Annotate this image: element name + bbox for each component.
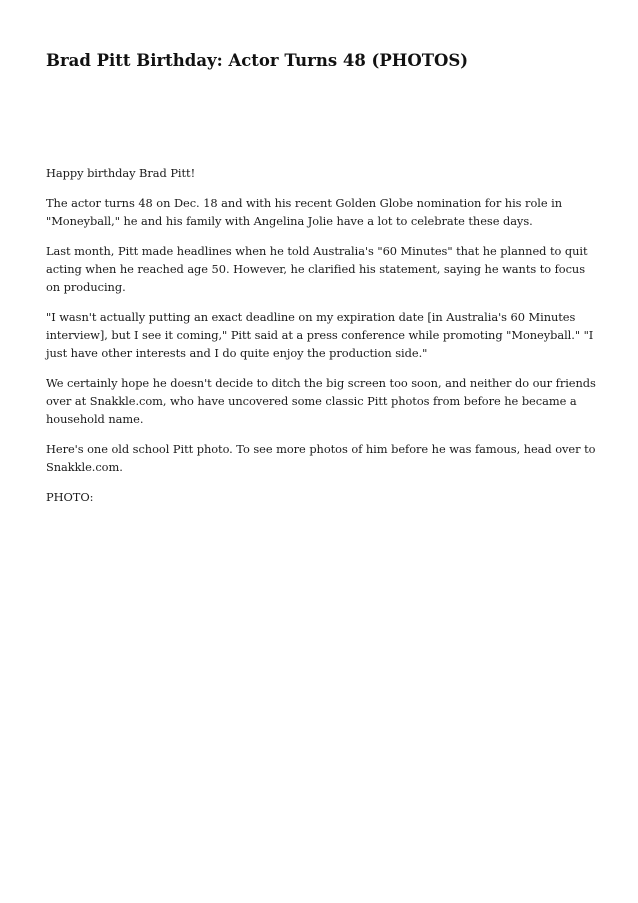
paragraph-quote: "I wasn't actually putting an exact deadline on my expiration date [in Australia's 60 Minutes interview], but I see it coming," Pitt said at a press conference while promoting "Moneyball." "I just have other interests and I do quite enjoy the production side." bbox=[46, 310, 594, 360]
paragraph-60-minutes: Last month, Pitt made headlines when he told Australia's "60 Minutes" that he planned to quit acting when he reached age 50. However, he clarified his statement, saying he wants to focus on producing. bbox=[46, 244, 588, 294]
paragraph-old-school-photo: Here's one old school Pitt photo. To see more photos of him before he was famous, head over to Snakkle.com. bbox=[46, 442, 596, 474]
paragraph-photo-label: PHOTO: bbox=[46, 490, 94, 504]
paragraph-snakkle: We certainly hope he doesn't decide to ditch the big screen too soon, and neither do our friends over at Snakkle.com, who have uncovered some classic Pitt photos from before he became a household name. bbox=[46, 376, 596, 426]
paragraph-greeting: Happy birthday Brad Pitt! bbox=[46, 166, 196, 180]
article-body bbox=[46, 164, 602, 518]
paragraph-golden-globe: The actor turns 48 on Dec. 18 and with his recent Golden Globe nomination for his role in "Moneyball," he and his family with Angelina Jolie have a lot to celebrate these days. bbox=[46, 196, 562, 228]
article-title: Brad Pitt Birthday: Actor Turns 48 (PHOTOS) bbox=[46, 51, 469, 70]
